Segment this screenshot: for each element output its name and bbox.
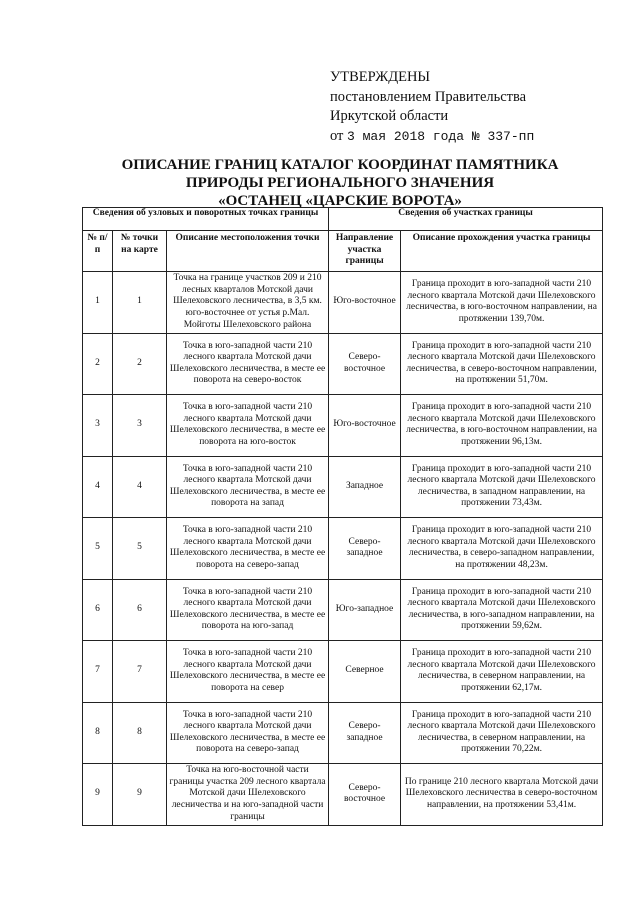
table-row [83, 764, 603, 826]
table-row [83, 702, 603, 764]
cell-description: Граница проходит в юго-западной части 210 лесного квартала Мотской дачи Шелеховского лесничества, в юго-западном направлении, на протяжении 59,62м. [401, 579, 603, 641]
cell-location: Точка в юго-западной части 210 лесного квартала Мотской дачи Шелеховского лесничества, в месте ее поворота на северо-запад [167, 518, 329, 580]
cell-map-point: 7 [113, 641, 167, 703]
cell-description: Граница проходит в юго-западной части 210 лесного квартала Мотской дачи Шелеховского лесничества, в северо-западном направлении, на протяжении 48,23м. [401, 518, 603, 580]
cell-direction: Северное [329, 641, 401, 703]
cell-direction: Северо-западное [329, 702, 401, 764]
col-header-location: Описание местоположения точки [167, 231, 329, 272]
cell-description: Граница проходит в юго-западной части 210 лесного квартала Мотской дачи Шелеховского лесничества, в северном направлении, на протяжении 62,17м. [401, 641, 603, 703]
cell-number: 3 [83, 395, 113, 457]
approval-date [330, 127, 534, 147]
cell-number: 2 [83, 333, 113, 395]
group-header-points: Сведения об узловых и поворотных точках границы [83, 208, 329, 231]
approval-date-handwritten: 3 мая 2018 года № 337-пп [347, 128, 535, 144]
cell-direction: Западное [329, 456, 401, 518]
col-header-number: № п/п [83, 231, 113, 272]
cell-description: Граница проходит в юго-западной части 210 лесного квартала Мотской дачи Шелеховского лесничества, в северном направлении, на протяжении 70,22м. [401, 702, 603, 764]
cell-direction: Северо-западное [329, 518, 401, 580]
cell-number: 8 [83, 702, 113, 764]
cell-map-point: 5 [113, 518, 167, 580]
cell-number: 1 [83, 272, 113, 334]
table-row [83, 395, 603, 457]
cell-direction: Северо-восточное [329, 764, 401, 826]
cell-map-point: 3 [113, 395, 167, 457]
cell-location: Точка на юго-восточной части границы участка 209 лесного квартала Мотской дачи Шелеховского лесничества и на юго-западной части границы [167, 764, 329, 826]
cell-description: Граница проходит в юго-западной части 210 лесного квартала Мотской дачи Шелеховского лесничества, в юго-восточном направлении, на протяжении 139,70м. [401, 272, 603, 334]
cell-location: Точка в юго-западной части 210 лесного квартала Мотской дачи Шелеховского лесничества, в месте ее поворота на северо-запад [167, 702, 329, 764]
table-row [83, 456, 603, 518]
cell-location: Точка в юго-западной части 210 лесного квартала Мотской дачи Шелеховского лесничества, в месте ее поворота на юго-запад [167, 579, 329, 641]
title-line-1: ОПИСАНИЕ ГРАНИЦ КАТАЛОГ КООРДИНАТ ПАМЯТНИКА [121, 157, 559, 173]
cell-map-point: 4 [113, 456, 167, 518]
boundary-table [82, 207, 603, 826]
cell-map-point: 9 [113, 764, 167, 826]
cell-description: По границе 210 лесного квартала Мотской дачи Шелеховского лесничества в северо-восточном направлении, на протяжении 53,41м. [401, 764, 603, 826]
col-header-direction: Направление участка границы [329, 231, 401, 272]
approval-heading: УТВЕРЖДЕНЫ [330, 69, 431, 85]
approval-line-decree: постановлением Правительства [330, 88, 527, 105]
approval-block [330, 68, 534, 146]
cell-location: Точка в юго-западной части 210 лесного квартала Мотской дачи Шелеховского лесничества, в месте ее поворота на запад [167, 456, 329, 518]
cell-location: Точка в юго-западной части 210 лесного квартала Мотской дачи Шелеховского лесничества, в месте ее поворота на север [167, 641, 329, 703]
cell-map-point: 6 [113, 579, 167, 641]
document-title [40, 156, 640, 210]
cell-number: 6 [83, 579, 113, 641]
cell-direction: Юго-восточное [329, 395, 401, 457]
title-line-3: «ОСТАНЕЦ «ЦАРСКИЕ ВОРОТА» [218, 193, 462, 209]
col-header-description: Описание прохождения участка границы [401, 231, 603, 272]
table-row [83, 579, 603, 641]
table-row [83, 272, 603, 334]
cell-number: 9 [83, 764, 113, 826]
cell-number: 4 [83, 456, 113, 518]
cell-description: Граница проходит в юго-западной части 210 лесного квартала Мотской дачи Шелеховского лесничества, в юго-восточном направлении, на протяжении 96,13м. [401, 395, 603, 457]
cell-location: Точка в юго-западной части 210 лесного квартала Мотской дачи Шелеховского лесничества, в месте ее поворота на юго-восток [167, 395, 329, 457]
table-row [83, 333, 603, 395]
group-header-segments: Сведения об участках границы [329, 208, 603, 231]
col-header-map-point: № точки на карте [113, 231, 167, 272]
cell-map-point: 2 [113, 333, 167, 395]
cell-description: Граница проходит в юго-западной части 210 лесного квартала Мотской дачи Шелеховского лесничества, в западном направлении, на протяжении 73,43м. [401, 456, 603, 518]
cell-direction: Юго-западное [329, 579, 401, 641]
approval-line-region: Иркутской области [330, 108, 449, 124]
cell-description: Граница проходит в юго-западной части 210 лесного квартала Мотской дачи Шелеховского лесничества, в северо-восточном направлении, на протяжении 51,70м. [401, 333, 603, 395]
table-row [83, 641, 603, 703]
cell-map-point: 1 [113, 272, 167, 334]
cell-location: Точка на границе участков 209 и 210 лесных кварталов Мотской дачи Шелеховского лесничества, в 3,5 км. юго-восточнее от устья р.Мал. Мойготы Шелеховского района [167, 272, 329, 334]
cell-number: 5 [83, 518, 113, 580]
table-row [83, 518, 603, 580]
cell-direction: Северо-восточное [329, 333, 401, 395]
cell-location: Точка в юго-западной части 210 лесного квартала Мотской дачи Шелеховского лесничества, в месте ее поворота на северо-восток [167, 333, 329, 395]
cell-number: 7 [83, 641, 113, 703]
approval-date-prefix: от [330, 127, 344, 144]
cell-direction: Юго-восточное [329, 272, 401, 334]
title-line-2: ПРИРОДЫ РЕГИОНАЛЬНОГО ЗНАЧЕНИЯ [185, 175, 495, 191]
cell-map-point: 8 [113, 702, 167, 764]
